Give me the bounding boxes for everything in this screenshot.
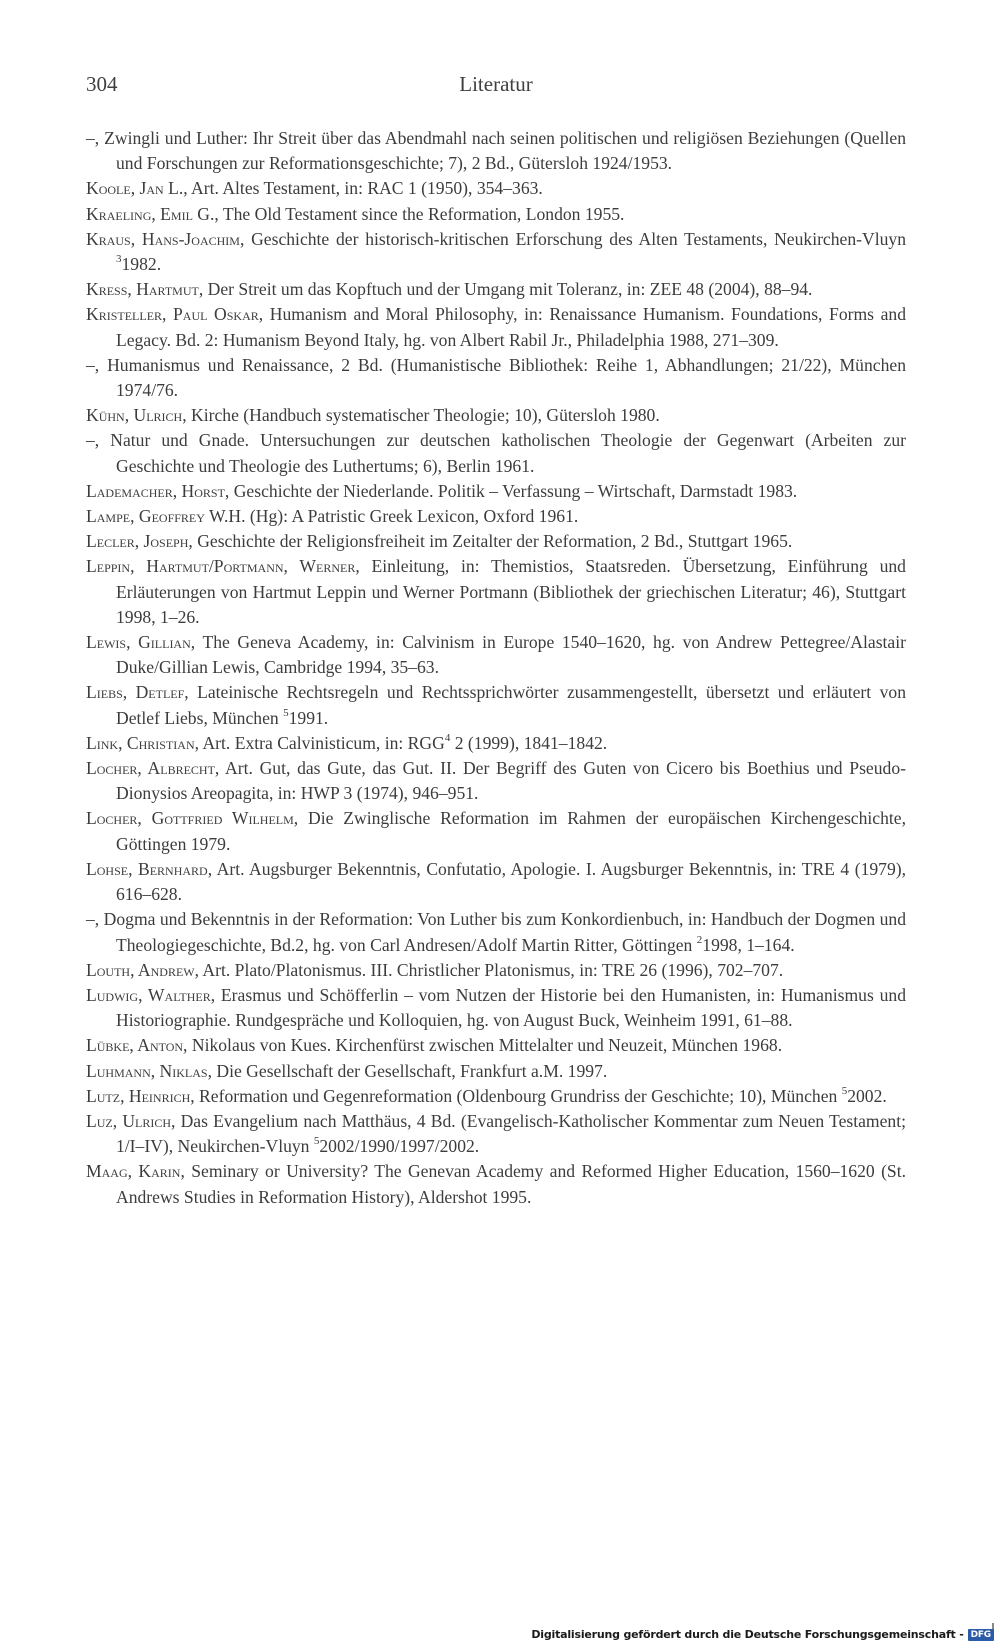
entry-author: Lademacher, Horst, — [86, 480, 230, 501]
entry-author: Link, Christian, — [86, 732, 200, 753]
entry-author: Kristeller, Paul Oskar, — [86, 304, 264, 325]
entry-text: Einleitung, in: Themistios, Staatsreden. Übersetzung, Einführung und Erläuterungen von Hartmut Leppin und Werner Portmann (Bibliothek der griechischen Literatur; 46), Stuttgart 1998, 1–26. — [116, 556, 906, 627]
bibliography-entry — [86, 1084, 906, 1109]
bibliography-entry — [86, 529, 906, 554]
bibliography-entry — [86, 504, 906, 529]
entry-author: Leppin, Hartmut/Portmann, Werner, — [86, 556, 360, 577]
entry-author: Kühn, Ulrich, — [86, 405, 187, 426]
entry-superscript: 4 — [444, 732, 451, 745]
entry-author: Luhmann, Niklas, — [86, 1060, 212, 1081]
entry-text-after: 2002. — [847, 1085, 887, 1106]
footer-text: Digitalisierung gefördert durch die Deutsche Forschungsgemeinschaft - — [531, 1628, 964, 1641]
bibliography-entry — [86, 126, 906, 176]
entry-text: Geschichte der historisch-kritischen Erforschung des Alten Testaments, Neukirchen-Vluyn — [244, 228, 906, 249]
entry-author: Maag, Karin, — [86, 1161, 185, 1182]
entry-author: Kreß, Hartmut, — [86, 279, 204, 300]
bibliography-entry — [86, 1033, 906, 1058]
entry-text: Art. Gut, das Gute, das Gut. II. Der Begriff des Guten von Cicero bis Boethius und Pseudo-Dionysios Areopagita, in: HWP 3 (1974), 946–951. — [116, 758, 906, 804]
bibliography-entry — [86, 756, 906, 806]
bibliography-list — [86, 126, 906, 1210]
entry-text: Art. Plato/Platonismus. III. Christlicher Platonismus, in: TRE 26 (1996), 702–707. — [199, 959, 784, 980]
entry-superscript: 5 — [283, 706, 289, 719]
entry-author: Ludwig, Walther, — [86, 984, 216, 1005]
entry-text: Geschichte der Religionsfreiheit im Zeitalter der Reformation, 2 Bd., Stuttgart 1965. — [192, 531, 793, 552]
entry-text: Dogma und Bekenntnis in der Reformation: Von Luther bis zum Konkordienbuch, in: Handbuch der Dogmen und Theologiegeschichte, Bd.2, hg. von Carl Andresen/Adolf Martin Ritter, Göttingen — [99, 909, 906, 955]
entry-superscript: 5 — [313, 1135, 320, 1148]
entry-text-after: 2002/1990/1997/2002. — [319, 1136, 480, 1157]
bibliography-entry — [86, 302, 906, 352]
bibliography-entry — [86, 176, 906, 201]
entry-text-after: 1998, 1–164. — [702, 934, 795, 955]
entry-superscript: 3 — [116, 253, 122, 266]
bibliography-entry — [86, 353, 906, 403]
entry-author: Lübke, Anton, — [86, 1035, 188, 1056]
entry-text: Reformation und Gegenreformation (Oldenbourg Grundriss der Geschichte; 10), München — [194, 1085, 842, 1106]
bibliography-entry — [86, 731, 906, 756]
entry-text: Natur und Gnade. Untersuchungen zur deutschen katholischen Theologie der Gegenwart (Arbeiten zur Geschichte und Theologie des Luthertums; 6), Berlin 1961. — [99, 430, 906, 476]
entry-superscript: 5 — [841, 1084, 848, 1097]
entry-author: Kraus, Hans-Joachim, — [86, 228, 245, 249]
entry-text-after: 2 (1999), 1841–1842. — [450, 732, 608, 753]
entry-author: –, — [86, 128, 100, 148]
entry-text: (Hg): A Patristic Greek Lexicon, Oxford 1961. — [245, 506, 579, 527]
entry-text: Art. Extra Calvinisticum, in: RGG — [199, 732, 445, 753]
entry-text: Die Gesellschaft der Gesellschaft, Frankfurt a.M. 1997. — [211, 1060, 608, 1081]
bibliography-entry — [86, 857, 906, 907]
entry-text-after: 1982. — [121, 254, 162, 275]
running-head: Literatur — [459, 72, 533, 96]
entry-author: Kraeling, Emil G., — [86, 203, 219, 224]
entry-author: Locher, Gottfried Wilhelm, — [86, 808, 299, 829]
entry-text: Zwingli und Luther: Ihr Streit über das Abendmahl nach seinen politischen und religiösen Beziehungen (Quellen und Forschungen zur Reformationsgeschichte; 7), 2 Bd., Gütersloh 1924/1953. — [99, 128, 906, 174]
bibliography-entry — [86, 202, 906, 227]
entry-author: Lutz, Heinrich, — [86, 1085, 195, 1106]
entry-text: Art. Altes Testament, in: RAC 1 (1950), 354–363. — [187, 178, 543, 199]
entry-text: Das Evangelium nach Matthäus, 4 Bd. (Evangelisch-Katholischer Kommentar zum Neuen Testament; 1/I–IV), Neukirchen-Vluyn — [116, 1110, 906, 1157]
entry-text: The Old Testament since the Reformation, London 1955. — [218, 203, 625, 224]
bibliography-entry — [86, 428, 906, 478]
bibliography-entry — [86, 983, 906, 1033]
entry-text: Humanismus und Renaissance, 2 Bd. (Humanistische Bibliothek: Reihe 1, Abhandlungen; 21/22), München 1974/76. — [99, 354, 906, 401]
page-header — [86, 72, 906, 104]
entry-text: The Geneva Academy, in: Calvinism in Europe 1540–1620, hg. von Andrew Pettegree/Alastair Duke/Gillian Lewis, Cambridge 1994, 35–63. — [116, 632, 906, 678]
entry-text: Kirche (Handbuch systematischer Theologie; 10), Gütersloh 1980. — [186, 405, 660, 426]
entry-text: Lateinische Rechtsregeln und Rechtssprichwörter zusammengestellt, übersetzt und erläutert von Detlef Liebs, München — [116, 682, 906, 728]
entry-author: Lohse, Bernhard, — [86, 858, 213, 879]
bibliography-entry — [86, 1109, 906, 1159]
entry-author: Louth, Andrew, — [86, 959, 199, 980]
entry-text: Die Zwinglische Reformation im Rahmen der europäischen Kirchengeschichte, Göttingen 1979. — [116, 808, 906, 854]
entry-author: –, — [86, 354, 100, 375]
entry-author: Liebs, Detlef, — [86, 682, 189, 703]
entry-author: –, — [86, 909, 100, 930]
page-number: 304 — [86, 72, 118, 96]
dfg-logo: DFG — [968, 1629, 994, 1641]
bibliography-entry — [86, 806, 906, 856]
entry-text: Seminary or University? The Genevan Academy and Reformed Higher Education, 1560–1620 (St. Andrews Studies in Reformation History), Aldershot 1995. — [116, 1161, 906, 1207]
bibliography-entry — [86, 277, 906, 302]
entry-author: –, — [86, 430, 100, 451]
bibliography-entry — [86, 680, 906, 730]
entry-text: Nikolaus von Kues. Kirchenfürst zwischen Mittelalter und Neuzeit, München 1968. — [187, 1035, 783, 1056]
bibliography-entry — [86, 554, 906, 630]
bibliography-entry — [86, 1159, 906, 1209]
entry-author: Locher, Albrecht, — [86, 758, 220, 779]
bibliography-entry — [86, 479, 906, 504]
entry-text: Geschichte der Niederlande. Politik – Verfassung – Wirtschaft, Darmstadt 1983. — [229, 480, 798, 501]
bibliography-entry — [86, 630, 906, 680]
entry-author: Lecler, Joseph, — [86, 531, 193, 552]
bibliography-entry — [86, 1059, 906, 1084]
entry-author: Lampe, Geoffrey W.H. — [86, 506, 246, 527]
entry-text: Erasmus und Schöfferlin – vom Nutzen der Historie bei den Humanisten, in: Humanismus und Historiographie. Rundgespräche und Kolloquien, hg. von August Buck, Weinheim 1991, 61–88. — [116, 984, 906, 1031]
bibliography-entry — [86, 958, 906, 983]
entry-text: Art. Augsburger Bekenntnis, Confutatio, Apologie. I. Augsburger Bekenntnis, in: TRE 4 (1979), 616–628. — [116, 858, 907, 905]
entry-author: Lewis, Gillian, — [86, 632, 196, 653]
entry-text-after: 1991. — [288, 707, 329, 728]
bibliography-entry — [86, 403, 906, 428]
digitization-footer — [531, 1628, 994, 1641]
entry-author: Luz, Ulrich, — [86, 1110, 176, 1131]
bibliography-entry — [86, 907, 906, 957]
entry-author: Koole, Jan L., — [86, 178, 188, 199]
bibliography-entry — [86, 227, 906, 277]
entry-superscript: 2 — [696, 933, 703, 946]
entry-text: Humanism and Moral Philosophy, in: Renaissance Humanism. Foundations, Forms and Legacy. Bd. 2: Humanism Beyond Italy, hg. von Albert Rabil Jr., Philadelphia 1988, 271–309. — [116, 304, 906, 350]
entry-text: Der Streit um das Kopftuch und der Umgang mit Toleranz, in: ZEE 48 (2004), 88–94. — [203, 279, 813, 300]
